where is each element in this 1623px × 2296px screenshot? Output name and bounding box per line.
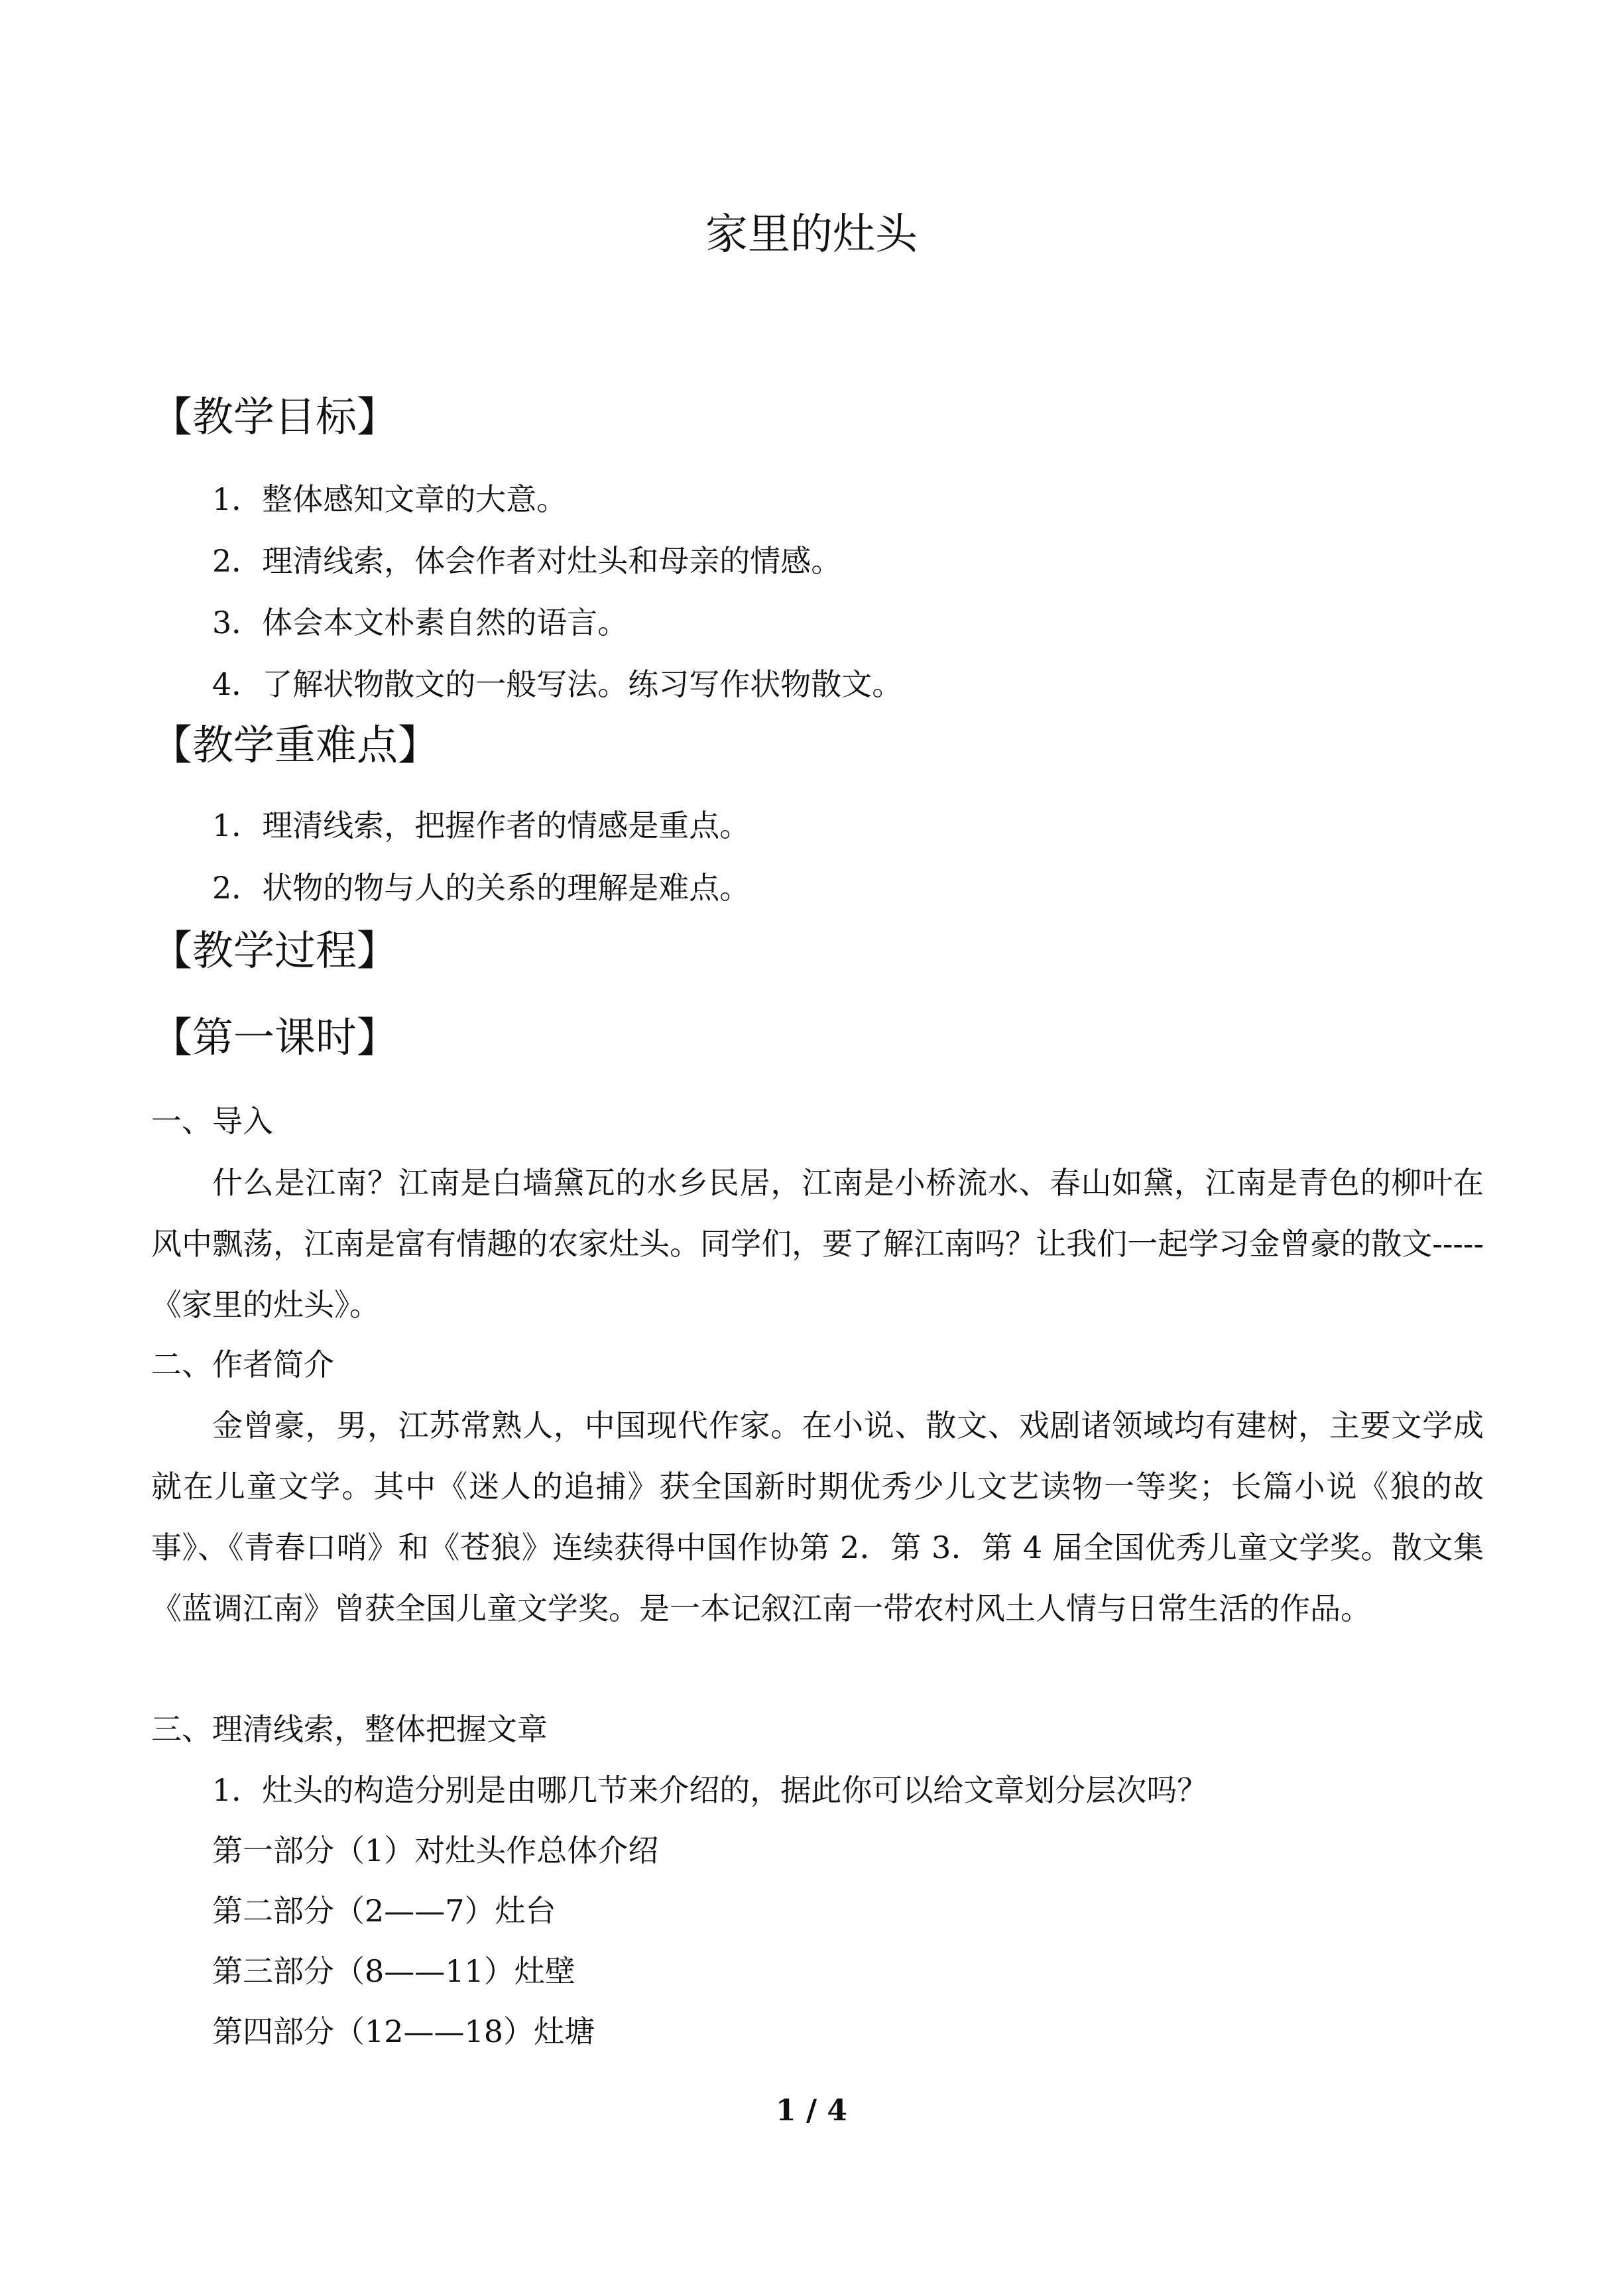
structure-question: 1．灶头的构造分别是由哪几节来介绍的，据此你可以给文章划分层次吗？ <box>212 1772 1208 1808</box>
keypoint-item: 1．理清线索，把握作者的情感是重点。 <box>212 808 751 843</box>
goal-item: 1．整体感知文章的大意。 <box>212 481 568 517</box>
goal-item: 3．体会本文朴素自然的语言。 <box>212 605 629 640</box>
keypoint-item: 2．状物的物与人的关系的理解是难点。 <box>212 870 751 906</box>
intro-paragraph: 什么是江南？江南是白墙黛瓦的水乡民居，江南是小桥流水、春山如黛，江南是青色的柳叶在风中飘荡，江南是富有情趣的农家灶头。同学们，要了解江南吗？让我们一起学习金曾豪的散文-----《家里的灶头》。 <box>151 1165 1484 1323</box>
page-number: 1 / 4 <box>776 2094 847 2128</box>
heading-teaching-process: 【教学过程】 <box>151 926 398 975</box>
section-intro-heading: 一、导入 <box>151 1103 273 1139</box>
structure-part: 第二部分（2——7）灶台 <box>212 1893 556 1929</box>
structure-part: 第一部分（1）对灶头作总体介绍 <box>212 1833 659 1868</box>
section-author-heading: 二、作者简介 <box>151 1347 334 1382</box>
author-paragraph: 金曾豪，男，江苏常熟人，中国现代作家。在小说、散文、戏剧诸领域均有建树，主要文学成就在儿童文学。其中《迷人的追捕》获全国新时期优秀少儿文艺读物一等奖；长篇小说《狼的故事》、《青春口哨》和《苍狼》连续获得中国作协第 2．第 3．第 4 届全国优秀儿童文学奖。散文集《蓝调江南》曾获全国儿童文学奖。是一本记叙江南一带农村风土人情与日常生活的作品。 <box>151 1408 1484 1626</box>
heading-teaching-goals: 【教学目标】 <box>151 393 398 441</box>
section-structure-heading: 三、理清线索，整体把握文章 <box>151 1711 548 1747</box>
structure-part: 第三部分（8——11）灶壁 <box>212 1953 575 1989</box>
heading-first-lesson: 【第一课时】 <box>151 1013 398 1061</box>
goal-item: 2．理清线索，体会作者对灶头和母亲的情感。 <box>212 543 842 579</box>
goal-item: 4．了解状物散文的一般写法。练习写作状物散文。 <box>212 666 903 702</box>
document-title: 家里的灶头 <box>705 210 918 259</box>
heading-key-points: 【教学重难点】 <box>151 721 440 769</box>
structure-part: 第四部分（12——18）灶塘 <box>212 2014 595 2049</box>
